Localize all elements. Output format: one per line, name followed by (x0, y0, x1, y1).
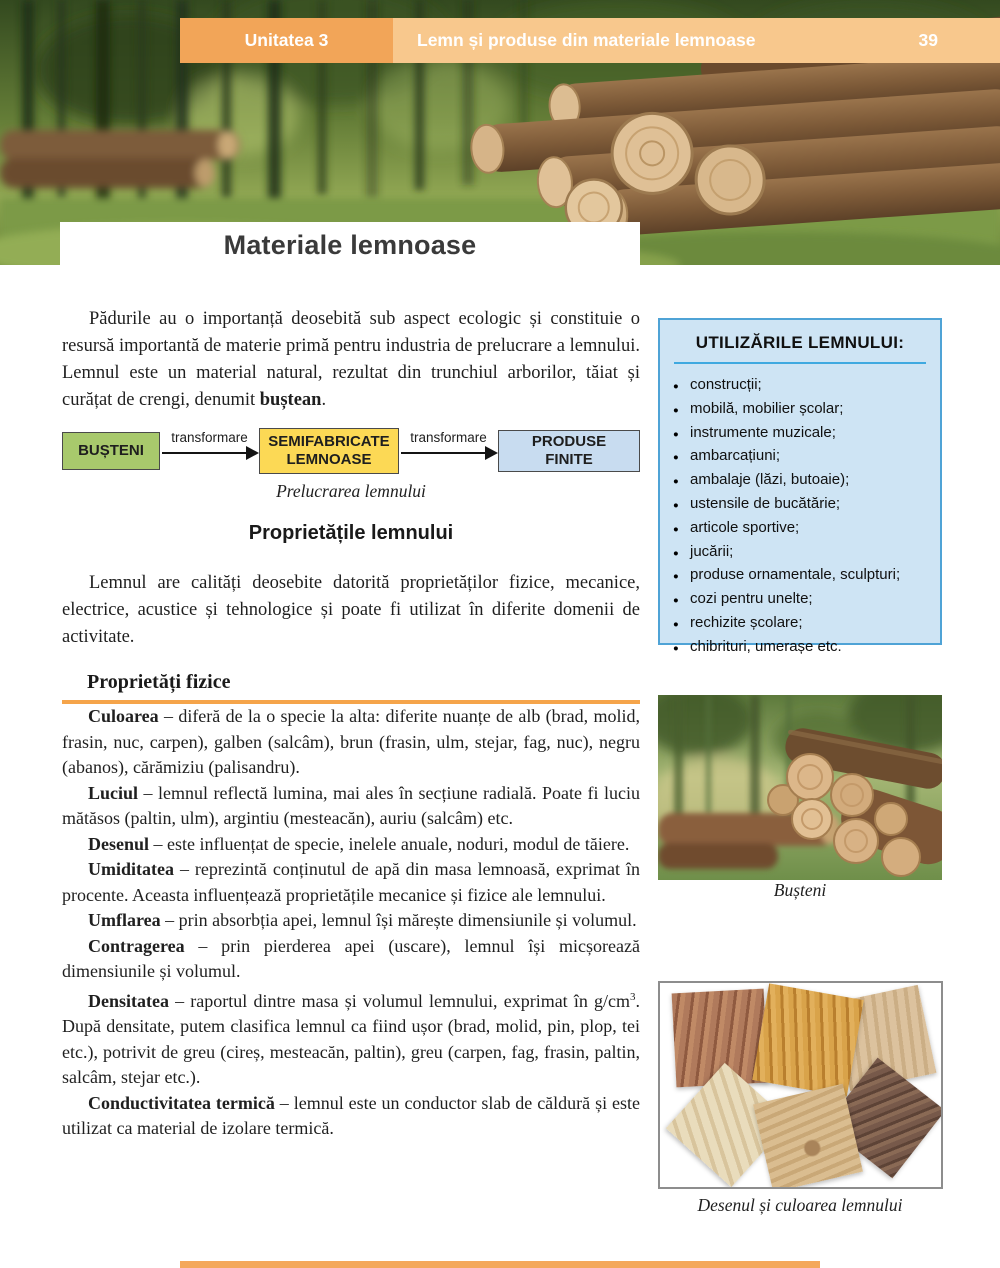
bullet-icon: ● (673, 381, 679, 392)
uses-item-text: ustensile de bucătărie; (690, 494, 841, 512)
term: Densitatea (88, 990, 169, 1011)
property-conductivitatea (62, 1091, 640, 1142)
term: Umiditatea (88, 859, 174, 879)
uses-list-item (673, 517, 932, 541)
unit-badge (180, 18, 393, 63)
uses-of-wood-box (658, 318, 942, 655)
uses-item-text: instrumente muzicale; (690, 423, 836, 441)
uses-list-item (673, 422, 932, 446)
diagram-connector-1 (160, 427, 259, 475)
physical-properties-section (62, 671, 640, 704)
diagram-box3-line1: PRODUSE (531, 433, 607, 450)
bullet-icon: ● (673, 618, 679, 630)
property-umiditatea (62, 857, 640, 908)
properties-heading: Proprietățile lemnului (248, 522, 454, 544)
diagram-box-busteni (62, 432, 160, 470)
page-title: Materiale lemnoase (223, 230, 477, 260)
uses-item-text: construcții; (690, 376, 762, 393)
intro-bold-term: buștean (259, 390, 322, 410)
term: Luciul (88, 782, 139, 803)
wood-sample (752, 983, 864, 1096)
intro-text: Pădurile au o importanță deosebită sub aspect ecologic și constituie o resursă importantă de materie primă pentru industria de prelucrare a lemnului. Lemnul este un material natural, rezultat din trunchiul arborilor, tăiat și curățat de crengi, denumit (62, 309, 640, 410)
page-number: 39 (918, 30, 938, 50)
superscript: 3 (630, 990, 636, 1003)
busteni-photo (658, 695, 942, 880)
bullet-icon: ● (673, 571, 679, 583)
term: Umflarea (88, 910, 161, 930)
definition: – prin absorbția apei, lemnul își mărește dimensiunile și volumul. (160, 910, 637, 930)
uses-list (660, 374, 940, 660)
busteni-caption: Bușteni (773, 880, 827, 900)
property-desenul (62, 832, 640, 858)
chapter-title-bar (393, 18, 1000, 63)
intro-paragraph (62, 306, 640, 414)
unit-label: Unitatea 3 (244, 30, 329, 50)
wood-samples-caption: Desenul și culoarea lemnului (697, 1195, 903, 1215)
arrow-line-icon (401, 452, 489, 454)
chapter-title: Lemn și produse din materiale lemnoase (417, 30, 756, 50)
footer-accent-bar (180, 1261, 820, 1268)
term: Culoarea (88, 706, 159, 726)
definition: – prin pierderea apei (uscare), lemnul își micșorează dimensiunile și volumul. (62, 935, 640, 981)
properties-intro-paragraph: Lemnul are calități deosebite datorită proprietăților fizice, mecanice, electrice, acustice și tehnologice și poate fi utilizat în diferite domenii de activitate. (62, 573, 640, 647)
header-bar (180, 18, 1000, 63)
uses-list-item (673, 564, 932, 588)
bullet-icon: ● (673, 404, 679, 416)
definition: – lemnul este un conductor slab de căldură și este utilizat ca material de izolare termică. (62, 1092, 640, 1138)
diagram-caption: Prelucrarea lemnului (276, 481, 426, 501)
property-paragraphs (62, 704, 640, 1142)
uses-list-item (673, 469, 932, 493)
bullet-icon: ● (673, 523, 679, 535)
diagram-box2-line1: SEMIFABRICATE (268, 433, 390, 450)
uses-item-text: jucării; (690, 542, 734, 560)
definition: – este influențat de specie, inelele anuale, noduri, modul de tăiere. (149, 833, 630, 854)
definition: – lemnul reflectă lumina, mai ales în secțiune radială. Poate fi luciu mătăsos (paltin, ulm), argintiu (mesteacăn), auriu (salcâm) etc. (62, 782, 640, 828)
property-umflarea (62, 908, 640, 934)
arrow-right-icon (246, 446, 259, 460)
definition: . După densitate, putem clasifica lemnul ca fiind ușor (brad, molid, pin, plop, tei etc.), potrivit de greu (cireș, mesteacăn, paltin), greu (carpen, fag, frasin, paltin, salcâm, stejar etc.). (62, 990, 640, 1087)
arrow-right-icon (485, 446, 498, 460)
arrow-line-icon (162, 452, 250, 454)
uses-item-text: mobilă, mobilier școlar; (690, 399, 844, 417)
diagram-box2-line2: LEMNOASE (286, 451, 372, 468)
wood-samples-photo (658, 981, 943, 1189)
property-culoarea (62, 704, 640, 781)
busteni-illustration (658, 695, 942, 880)
property-luciul (62, 781, 640, 832)
uses-item-text: articole sportive; (690, 518, 800, 536)
physical-properties-heading: Proprietăți fizice (87, 671, 231, 693)
uses-item-text: chibrituri, umerașe etc. (690, 637, 842, 655)
title-box (60, 222, 640, 269)
definition: – reprezintă conținutul de apă din masa lemnoasă, exprimat în procente. Aceasta influențează proprietățile mecanice și fizice ale lemnului. (62, 859, 640, 905)
bullet-icon: ● (673, 595, 679, 607)
definition: – diferă de la o specie la alta: diferite nuanțe de alb (brad, molid, frasin, nuc, carpen), galben (salcâm), brun (frasin, ulm, stejar, fag, nuc), negru (abanos), cărămiziu (palisandru). (62, 706, 640, 777)
wood-sample (753, 1084, 863, 1189)
uses-box-divider (674, 362, 926, 364)
uses-box-title: UTILIZĂRILE LEMNULUI: (695, 333, 905, 352)
properties-intro-block (62, 570, 640, 651)
uses-list-item (673, 612, 932, 636)
bullet-icon: ● (673, 476, 679, 488)
bullet-icon: ● (673, 452, 679, 464)
arrow2-label: transformare (410, 430, 487, 445)
uses-item-text: cozi pentru unelte; (690, 590, 813, 608)
diagram-box-produse (498, 430, 640, 472)
diagram-connector-2 (399, 427, 498, 475)
uses-list-item (673, 636, 932, 660)
definition: – raportul dintre masa și volumul lemnului, exprimat în g/cm (168, 990, 630, 1011)
uses-item-text: produse ornamentale, sculpturi; (690, 566, 901, 584)
intro-block (62, 306, 640, 414)
bullet-icon: ● (673, 547, 679, 559)
uses-list-item (673, 374, 932, 398)
term: Conductivitatea termică (88, 1092, 275, 1113)
bullet-icon: ● (673, 642, 679, 654)
uses-item-text: ambalaje (lăzi, butoaie); (690, 471, 850, 489)
uses-list-item (673, 588, 932, 612)
term: Desenul (88, 833, 150, 854)
uses-list-item (673, 541, 932, 565)
uses-list-item (673, 493, 932, 517)
uses-list-item (673, 445, 932, 469)
diagram-box1-label: BUȘTENI (78, 442, 144, 459)
diagram-box3-line2: FINITE (545, 451, 593, 468)
arrow1-label: transformare (171, 430, 248, 445)
wood-processing-diagram (62, 427, 640, 475)
diagram-box-semifabricate (259, 428, 399, 474)
uses-item-text: ambarcațiuni; (690, 447, 781, 465)
bullet-icon: ● (673, 428, 679, 440)
bullet-icon: ● (673, 499, 679, 511)
term: Contragerea (88, 935, 185, 956)
property-densitatea (62, 985, 640, 1091)
property-contragerea (62, 934, 640, 985)
uses-item-text: rechizite școlare; (690, 613, 803, 631)
intro-period: . (321, 390, 327, 410)
uses-list-item (673, 398, 932, 422)
